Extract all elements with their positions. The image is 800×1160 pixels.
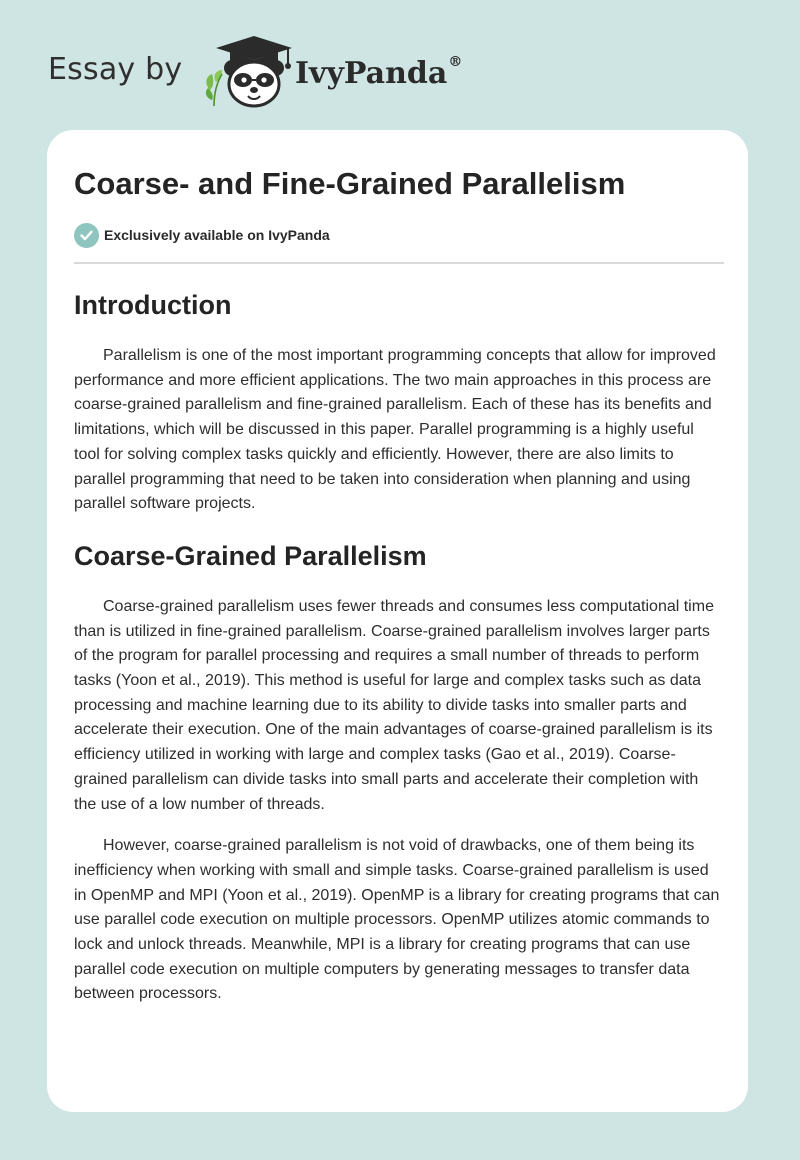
site-header: [48, 30, 548, 110]
page-title: Coarse- and Fine-Grained Parallelism: [74, 166, 626, 201]
article-card: [47, 130, 748, 1112]
section-heading-introduction: Introduction: [74, 290, 232, 320]
panda-graduate-icon[interactable]: [200, 34, 300, 110]
paragraph: Parallelism is one of the most important programming concepts that allow for improved performance and more efficient applications. The two main approaches in this process are coarse-grained parallelism and fine-grained parallelism. Each of these has its benefits and limitations, which will be discussed in this paper. Parallel programming is a highly useful tool for solving complex tasks quickly and efficiently. However, there are also limits to parallel programming that need to be taken into consideration when planning and using parallel software projects.: [74, 347, 716, 513]
paragraph: Coarse-grained parallelism uses fewer threads and consumes less computational time than is utilized in fine-grained parallelism. Coarse-grained parallelism involves larger parts of the program for parallel processing and requires a small number of threads to perform tasks (Yoon et al., 2019). This method is useful for large and complex tasks such as data processing and machine learning due to its ability to divide tasks into smaller parts and accelerate their execution. One of the main advantages of coarse-grained parallelism is its efficiency utilized in working with large and complex tasks (Gao et al., 2019). Coarse-grained parallelism can divide tasks into small parts and accelerate their completion with the use of a low number of threads.: [74, 597, 714, 813]
brand-label[interactable]: IvyPanda: [295, 56, 448, 91]
essay-by-label: Essay by: [48, 52, 183, 87]
divider: [74, 262, 724, 264]
section-heading-coarse-grained: Coarse-Grained Parallelism: [74, 540, 427, 571]
article-content: [74, 164, 724, 1007]
registered-mark: ®: [448, 54, 463, 70]
brand-name[interactable]: [295, 56, 462, 91]
exclusive-badge: [74, 222, 724, 248]
exclusive-label: Exclusively available on IvyPanda: [104, 227, 330, 243]
paragraph: However, coarse-grained parallelism is not void of drawbacks, one of them being its inefficiency when working with small and simple tasks. Coarse-grained parallelism is used in OpenMP and MPI (Yoon et al., 2019). OpenMP is a library for creating programs that can use parallel code execution on multiple processors. OpenMP utilizes atomic commands to lock and unlock threads. Meanwhile, MPI is a library for creating programs that can use parallel code execution on multiple computers by generating messages to transfer data between processors.: [74, 837, 720, 1003]
check-icon: [74, 223, 99, 248]
